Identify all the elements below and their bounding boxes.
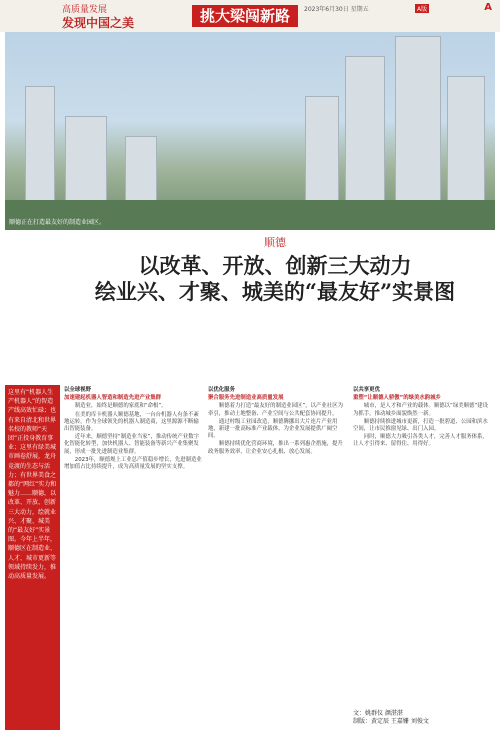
editors-line: 制版：黄定辰 王嘉姗 刘俊文 — [353, 718, 429, 725]
paragraph: 顺德持续优化营商环境，推出一系列惠企措施，提升政务服务效率，让企业安心扎根、放心发展。 — [208, 441, 343, 455]
building — [447, 76, 485, 208]
reporters-line: 文：姚群仪 颜湛湛 — [353, 710, 403, 717]
column-title: 挑大梁闯新路 — [192, 5, 298, 27]
headline-line-1: 以改革、开放、创新三大动力 — [138, 253, 412, 278]
headline-block — [55, 232, 495, 372]
lead-sidebar: 这里有“机器人生产机器人”的智造产线高效忙碌；也有来自清北和世界名校的教师“天团”正投身教育事业；这里有绿美城市画卷舒展，龙舟竞渡的生态与活力；有世界美食之都的“网红”实力和魅力……顺德，以改革、开放、创新三大动力，绘就业兴、才聚、城美的“最友好”实景图。今年上半年，顺德区在制造业、人才、城市更新等领域持续发力，推动高质量发展。 — [5, 385, 60, 730]
paragraph: 顺德持续推进城市更新，打造一批碧道、公园和滨水空间，让市民推窗见绿、出门入园。 — [353, 418, 488, 433]
article-column-2 — [208, 385, 346, 457]
header-kicker: 发现中国之美 — [62, 16, 135, 30]
issue-date: 2023年6月30日 星期五 — [304, 6, 369, 13]
edition-tag: A版 — [417, 6, 428, 13]
headline-sub: 顺德 — [264, 236, 286, 249]
building — [25, 86, 55, 208]
article-column-3 — [353, 385, 491, 450]
page-number: A — [484, 2, 492, 13]
paragraph: 同时，顺德大力吸引各类人才，完善人才服务体系，让人才引得来、留得住、用得好。 — [353, 434, 488, 448]
paragraph: 顺德着力打造“最友好的制造业园区”，以产业社区为牵引，推动土地整备、产业空间与公共配套协同提升。 — [208, 403, 343, 417]
city-photo — [5, 32, 495, 230]
section-subheading: 重塑“让顺德人骄傲”的绿美水韵城乡 — [353, 395, 441, 402]
building — [125, 136, 157, 208]
paragraph: 近年来，顺德坚持“制造业当家”，推动传统产业数字化智能化转型，加快机器人、智能装备等新兴产业集聚发展，形成一批先进制造业集群。 — [64, 434, 199, 455]
paragraph: 通过村级工业园改造，顺德腾挪出大片连片产业用地，新建一批高标准产业载体，为企业发展提供广阔空间。 — [208, 418, 338, 440]
building — [65, 116, 107, 208]
building — [345, 56, 385, 208]
section-heading: 以全球视野 — [64, 387, 91, 393]
building — [395, 36, 441, 208]
paragraph: 制造业，始终是顺德的家底和“命根”。 — [74, 403, 167, 410]
section-heading: 以优化服务 — [208, 387, 235, 393]
byline — [353, 710, 493, 726]
headline-line-2: 绘业兴、才聚、城美的“最友好”实景图 — [94, 279, 456, 304]
header-kicker-top: 高质量发展 — [62, 5, 108, 15]
page-header — [0, 0, 500, 32]
section-subheading: 加速建起机器人智造和制造先进产业集群 — [64, 395, 162, 402]
paragraph: 城市，是人才和产业的载体。顺德以“绿美顺德”建设为抓手，推动城乡面貌焕然一新。 — [353, 403, 488, 417]
building — [305, 96, 339, 208]
section-heading: 以共享更优 — [353, 387, 380, 393]
photo-caption: 顺德正在打造最友好的制造业园区。 — [9, 219, 106, 226]
paragraph: 在美的库卡机器人顺德基地，一台台机器人有条不紊地运转。作为全球领先的机器人制造商，这里源源不断输出智能装备。 — [64, 411, 199, 433]
section-subheading: 聚合服务先进制造业高质量发展 — [208, 395, 284, 402]
article-column-1 — [64, 385, 202, 472]
paragraph: 2023年，顺德规上工业总产值稳步增长，先进制造业增加值占比持续提升，成为高质量发展的坚实支撑。 — [64, 456, 202, 471]
